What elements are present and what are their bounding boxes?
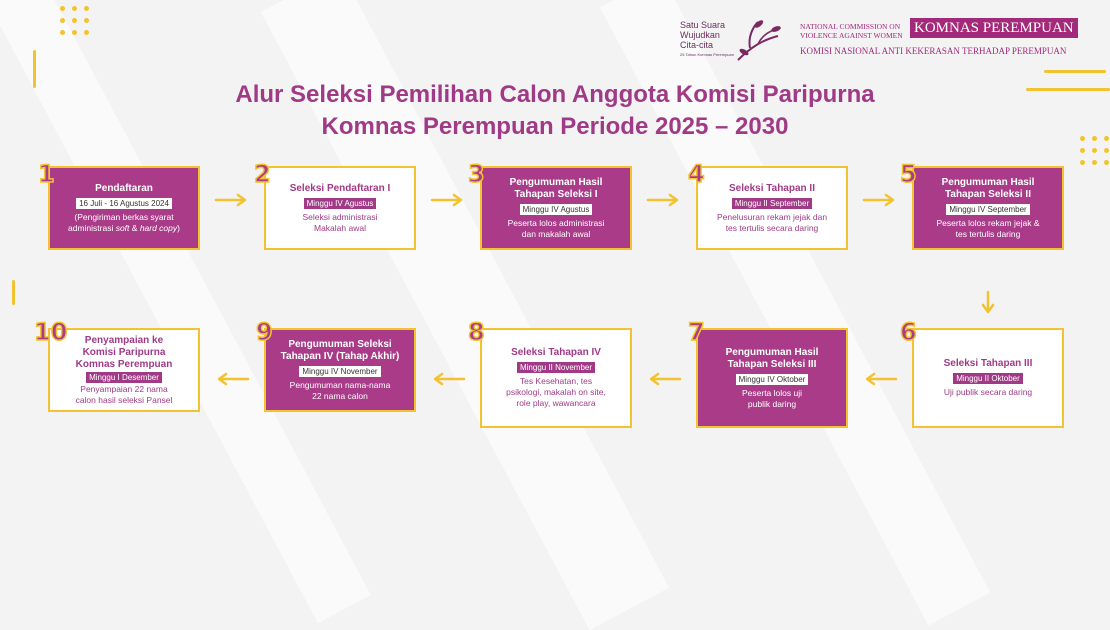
step-3-box [480, 166, 632, 250]
step-description [944, 387, 1032, 398]
logo-indonesian-name: KOMISI NASIONAL ANTI KEKERASAN TERHADAP PEREMPUAN [800, 46, 1067, 56]
step-title: Seleksi Tahapan IV [511, 347, 601, 358]
arrow-left-icon [430, 372, 466, 386]
logo-subtext: 25 Tahun Komnas Perempuan [680, 52, 734, 57]
step-desc-line: (Pengiriman berkas syarat [74, 211, 174, 222]
step-desc-line: publik daring [747, 398, 797, 409]
step-title-line: Penyampaian ke [84, 334, 164, 346]
step-desc-line: tes tertulis secara daring [725, 222, 819, 233]
arrow-right-icon [214, 193, 250, 207]
step-desc-line: Peserta lolos uji [741, 387, 802, 398]
step-4-box [696, 166, 848, 250]
page-title-line-2: Komnas Perempuan Periode 2025 – 2030 [321, 113, 789, 140]
step-desc-line: Makalah awal [314, 222, 366, 233]
step-8-box [480, 328, 632, 428]
step-description [717, 212, 827, 234]
step-title-line: Komnas Perempuan [75, 358, 173, 370]
step-date: Minggu II November [517, 362, 595, 373]
desc-fragment: & [129, 222, 140, 233]
step-description [937, 218, 1040, 240]
logo-brand-name: KOMNAS PEREMPUAN [910, 18, 1078, 38]
step-description [76, 384, 173, 406]
step-desc-line: role play, wawancara [516, 398, 596, 408]
step-title [726, 347, 819, 371]
desc-fragment-italic: hard copy [139, 222, 178, 233]
logo-english-line-1: NATIONAL COMMISSION ON [800, 22, 901, 31]
step-title-line: Pengumuman Hasil [941, 176, 1035, 188]
arrow-left-icon [646, 372, 682, 386]
step-5-number: 5 [900, 160, 917, 188]
decorative-line [1044, 70, 1106, 73]
step-date: Minggu II Oktober [953, 373, 1023, 384]
step-desc-line: Tes Kesehatan, tes [519, 376, 593, 386]
sprout-icon [732, 18, 782, 64]
step-2-number: 2 [254, 160, 271, 188]
step-desc-line: Peserta lolos rekam jejak & [936, 217, 1040, 228]
step-5-box [912, 166, 1064, 250]
step-desc-line: Peserta lolos administrasi [507, 217, 605, 228]
step-desc-line: Penyampaian 22 nama [80, 383, 168, 394]
step-date: Minggu IV November [299, 366, 380, 377]
step-1-box [48, 166, 200, 250]
step-description [742, 388, 802, 410]
step-6-box [912, 328, 1064, 428]
step-desc-line: dan makalah awal [521, 228, 591, 239]
arrow-left-icon [862, 372, 898, 386]
arrow-right-icon [430, 193, 466, 207]
step-title: Pendaftaran [95, 182, 153, 194]
logo-tagline-1: Satu Suara [680, 20, 726, 30]
step-description [68, 212, 180, 234]
step-title [942, 177, 1035, 201]
desc-fragment: administrasi [67, 222, 116, 233]
logo-tagline-3: Cita-cita [680, 40, 714, 50]
step-date: 16 Juli - 16 Agustus 2024 [76, 198, 172, 209]
step-title-line: Komisi Paripurna [82, 346, 166, 358]
step-desc-line: tes tertulis daring [955, 228, 1021, 239]
step-10-box [48, 328, 200, 412]
step-9-number: 9 [256, 318, 273, 346]
step-desc-line: 22 nama calon [312, 390, 368, 401]
step-title: Seleksi Tahapan II [729, 182, 815, 194]
logo-tagline-2: Wujudkan [680, 30, 720, 40]
step-2-box [264, 166, 416, 250]
step-7-box [696, 328, 848, 428]
header-logos [680, 16, 1100, 64]
step-7-number: 7 [688, 318, 705, 346]
step-title [281, 339, 400, 363]
logo-english-name [800, 22, 910, 40]
step-10-number: 10 [34, 318, 68, 346]
logo-english-line-2: VIOLENCE AGAINST WOMEN [800, 31, 903, 40]
step-title-line: Tahapan IV (Tahap Akhir) [280, 350, 400, 362]
step-date: Minggu IV Agustus [304, 198, 377, 209]
page-title-line-1: Alur Seleksi Pemilihan Calon Anggota Komisi Paripurna [235, 81, 875, 108]
step-desc-line: Pengumuman nama-nama [289, 379, 391, 390]
step-title-line: Pengumuman Hasil [509, 176, 603, 188]
step-date: Minggu IV Oktober [736, 374, 809, 385]
desc-fragment: ) [177, 222, 180, 233]
step-description [302, 212, 377, 234]
step-date: Minggu II September [732, 198, 812, 209]
step-desc-line [68, 223, 180, 234]
step-8-number: 8 [468, 318, 485, 346]
step-1-number: 1 [38, 160, 55, 188]
step-description [290, 380, 391, 402]
step-description [508, 218, 605, 240]
step-desc-line: Uji publik secara daring [943, 387, 1033, 397]
step-desc-line: psikologi, makalah on site, [506, 387, 606, 397]
arrow-down-icon [981, 290, 995, 316]
arrow-left-icon [214, 372, 250, 386]
step-4-number: 4 [688, 160, 705, 188]
decorative-dots [60, 6, 89, 35]
step-title-line: Pengumuman Seleksi [288, 338, 392, 350]
desc-fragment-italic: soft [115, 222, 130, 233]
step-desc-line: calon hasil seleksi Pansel [75, 394, 173, 405]
step-title-line: Tahapan Seleksi III [727, 358, 817, 370]
step-9-box [264, 328, 416, 412]
step-title-line: Tahapan Seleksi I [514, 188, 598, 200]
step-3-number: 3 [468, 160, 485, 188]
step-title-line: Pengumuman Hasil [725, 346, 819, 358]
arrow-right-icon [862, 193, 898, 207]
decorative-line [12, 280, 15, 305]
arrow-right-icon [646, 193, 682, 207]
step-description [506, 376, 606, 409]
step-title: Seleksi Tahapan III [943, 358, 1033, 369]
anniversary-logo [680, 20, 790, 64]
step-title [76, 335, 173, 371]
step-title-line: Tahapan Seleksi II [945, 188, 1031, 200]
step-title: Seleksi Pendaftaran I [289, 182, 391, 194]
step-date: Minggu IV Agustus [520, 204, 593, 215]
step-desc-line: Penelusuran rekam jejak dan [716, 211, 828, 222]
step-date: Minggu I Desember [86, 372, 162, 383]
step-desc-line: Seleksi administrasi [302, 211, 378, 222]
step-6-number: 6 [900, 318, 917, 346]
step-date: Minggu IV September [946, 204, 1029, 215]
step-title [510, 177, 603, 201]
